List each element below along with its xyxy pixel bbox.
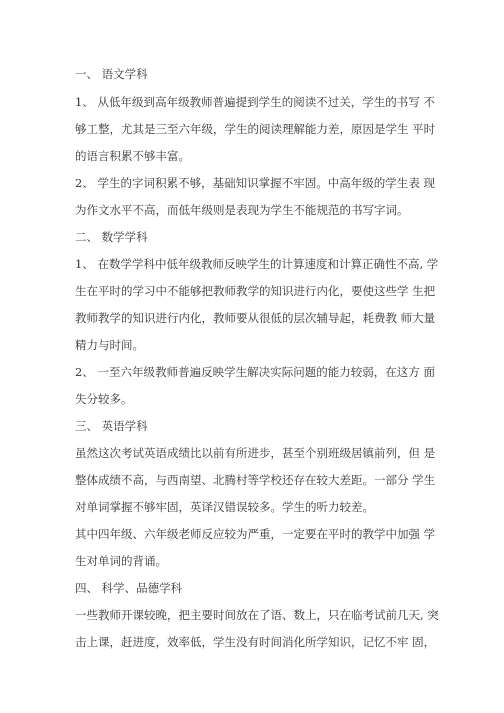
heading-chinese: 一、 语文学科 [75, 67, 148, 81]
paragraph-line: 整体成绩不高，与西南望、北腾村等学校还存在较大差距。一部分 学生 [75, 473, 436, 487]
heading-english: 三、 英语学科 [75, 419, 148, 433]
heading-math: 二、 数学学科 [75, 230, 148, 244]
paragraph-line: 精力与时间。 [75, 338, 144, 352]
paragraph-line: 对单词掌握不够牢固，英译汉错误较多。学生的听力较差。 [75, 500, 374, 514]
paragraph-line: 的语言积累不够丰富。 [75, 149, 190, 163]
paragraph-line: 生对单词的背诵。 [75, 554, 167, 568]
paragraph-line: 1、 从低年级到高年级教师普遍提到学生的阅读不过关，学生的书写 不 [75, 95, 435, 109]
paragraph-line: 失分较多。 [75, 392, 133, 406]
heading-science: 四、 科学、品德学科 [75, 581, 183, 595]
paragraph-line: 教师教学的知识进行内化，教师要从很低的层次辅导起，耗费教 师大量 [75, 311, 436, 325]
paragraph-line: 其中四年级、六年级老师反应较为严重，一定要在平时的教学中加强 学 [75, 527, 436, 541]
paragraph-line: 为作文水平不高，而低年级则是表现为学生不能规范的书写字词。 [75, 203, 409, 217]
paragraph-line: 2、 学生的字词积累不够，基础知识掌握不牢固。中高年级的学生表 现 [75, 176, 435, 190]
paragraph-line: 一些教师开课较晚，把主要时间放在了语、数上，只在临考试前几天, 突 [75, 608, 439, 622]
paragraph-line: 2、 一至六年级教师普遍反映学生解决实际问题的能力较弱，在这方 面 [75, 365, 435, 379]
paragraph-line: 1、 在数学学科中低年级教师反映学生的计算速度和计算正确性不高, 学 [75, 257, 439, 271]
paragraph-line: 生在平时的学习中不能够把教师教学的知识进行内化，要使这些学 生把 [75, 284, 436, 298]
paragraph-line: 虽然这次考试英语成绩比以前有所进步，甚至个别班级居镇前列，但 是 [75, 446, 436, 460]
paragraph-line: 击上课，赶进度，效率低，学生没有时间消化所学知识，记忆不牢 固， [75, 635, 436, 649]
paragraph-line: 够工整，尤其是三至六年级，学生的阅读理解能力差，原因是学生 平时 [75, 122, 436, 136]
